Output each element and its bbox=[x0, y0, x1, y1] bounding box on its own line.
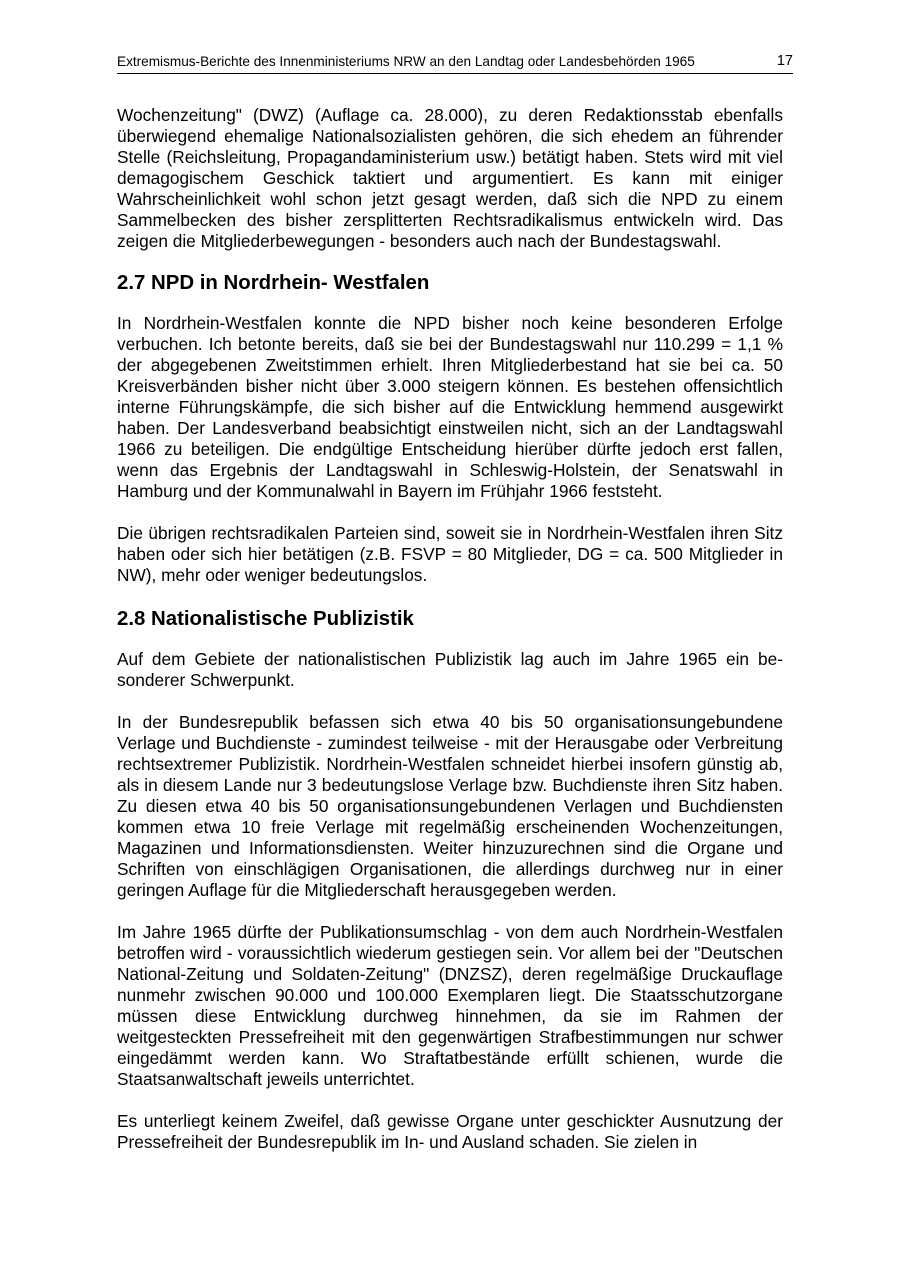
paragraph-2-8-1: Auf dem Gebiete der nationalistischen Publizistik lag auch im Jahre 1965 ein besonderer Schwerpunkt. bbox=[117, 649, 783, 690]
paragraph-2-7-2: Die übrigen rechtsradikalen Parteien sind, soweit sie in Nordrhein-Westfalen ihren Sitz haben oder sich hier betätigen (z.B. FSVP = 80 Mitglieder, DG = ca. 500 Mitglieder in NW), mehr oder weniger bedeutungslos. bbox=[117, 523, 783, 585]
paragraph-2-8-2: In der Bundesrepublik befassen sich etwa 40 bis 50 organisationsungebundene Verlage und Buchdienste - zumindest teilweise - mit der Herausgabe oder Verbreitung rechtsextremer Publizistik. Nordrhein-Westfalen schneidet hierbei insofern günstig ab, als in diesem Lande nur 3 bedeutungslose Verlage bzw. Buchdienste ihren Sitz haben. Zu diesen etwa 40 bis 50 organisationsungebundenen Verlagen und Buchdiensten kommen etwa 10 freie Verlage mit regelmäßig erscheinenden Wochenzeitungen, Magazinen und Informationsdiensten. Weiter hinzuzurechnen sind die Organe und Schriften von einschlägigen Organisationen, die allerdings durchweg nur in einer geringen Auflage für die Mitgliederschaft herausgegeben werden. bbox=[117, 712, 783, 900]
paragraph-2-8-4: Es unterliegt keinem Zweifel, daß gewisse Organe unter geschickter Ausnutzung der Pressefreiheit der Bundesrepublik im In- und Ausland schaden. Sie zielen in bbox=[117, 1111, 783, 1152]
page-number: 17 bbox=[776, 53, 793, 69]
paragraph-intro: Wochenzeitung" (DWZ) (Auflage ca. 28.000), zu deren Redaktionsstab ebenfalls überwiegend ehemalige Nationalsozialisten gehören, die sich ehedem an führender Stelle (Reichsleitung, Propagandaministerium usw.) betätigt haben. Stets wird mit viel demagogischem Geschick taktiert und argumentiert. Es kann mit einiger Wahrscheinlichkeit wohl schon jetzt gesagt werden, daß sich die NPD zu einem Sammelbecken des bisher zersplitterten Rechtsradikalismus entwickeln wird. Das zeigen die Mitgliederbewegungen - besonders auch nach der Bundestagswahl. bbox=[117, 105, 783, 251]
section-heading-2-8: 2.8 Nationalistische Publizistik bbox=[117, 608, 414, 630]
paragraph-2-8-3: Im Jahre 1965 dürfte der Publikationsumschlag - von dem auch Nordrhein-Westfalen betroffen wird - voraussichtlich wiederum gestiegen sein. Vor allem bei der "Deutschen National-Zeitung und Soldaten-Zeitung" (DNZSZ), deren regelmäßige Druckauflage nunmehr zwischen 90.000 und 100.000 Exemplaren liegt. Die Staatsschutzorgane müssen diese Entwicklung durchweg hinnehmen, da sie im Rahmen der weitgesteckten Pressefreiheit mit den gegenwärtigen Strafbestimmungen nur schwer eingedämmt werden kann. Wo Straftatbestände erfüllt schienen, wurde die Staatsanwaltschaft jeweils unterrichtet. bbox=[117, 922, 783, 1089]
body-text bbox=[117, 105, 783, 1153]
paragraph-2-7-1: In Nordrhein-Westfalen konnte die NPD bisher noch keine besonderen Erfolge verbuchen. Ich betonte bereits, daß sie bei der Bundestagswahl nur 110.299 = 1,1 % der abgegebenen Zweitstimmen erhielt. Ihren Mitgliederbestand hat sie bei ca. 50 Kreisverbänden bisher nicht über 3.000 steigern können. Es bestehen offensichtlich interne Führungskämpfe, die sich bisher auf die Entwicklung hemmend ausgewirkt haben. Der Landesverband beabsichtigt einstweilen nicht, sich an der Landtagswahl 1966 zu beteiligen. Die endgültige Entscheidung hierüber dürfte jedoch erst fallen, wenn das Ergebnis der Landtagswahl in Schleswig-Holstein, der Senatswahl in Hamburg und der Kommunalwahl in Bayern im Frühjahr 1966 feststeht. bbox=[117, 313, 783, 501]
section-heading-2-7: 2.7 NPD in Nordrhein- Westfalen bbox=[117, 272, 430, 294]
header-title: Extremismus-Berichte des Innenministeriums NRW an den Landtag oder Landesbehörden 1965 bbox=[117, 54, 695, 69]
running-header bbox=[117, 53, 793, 74]
